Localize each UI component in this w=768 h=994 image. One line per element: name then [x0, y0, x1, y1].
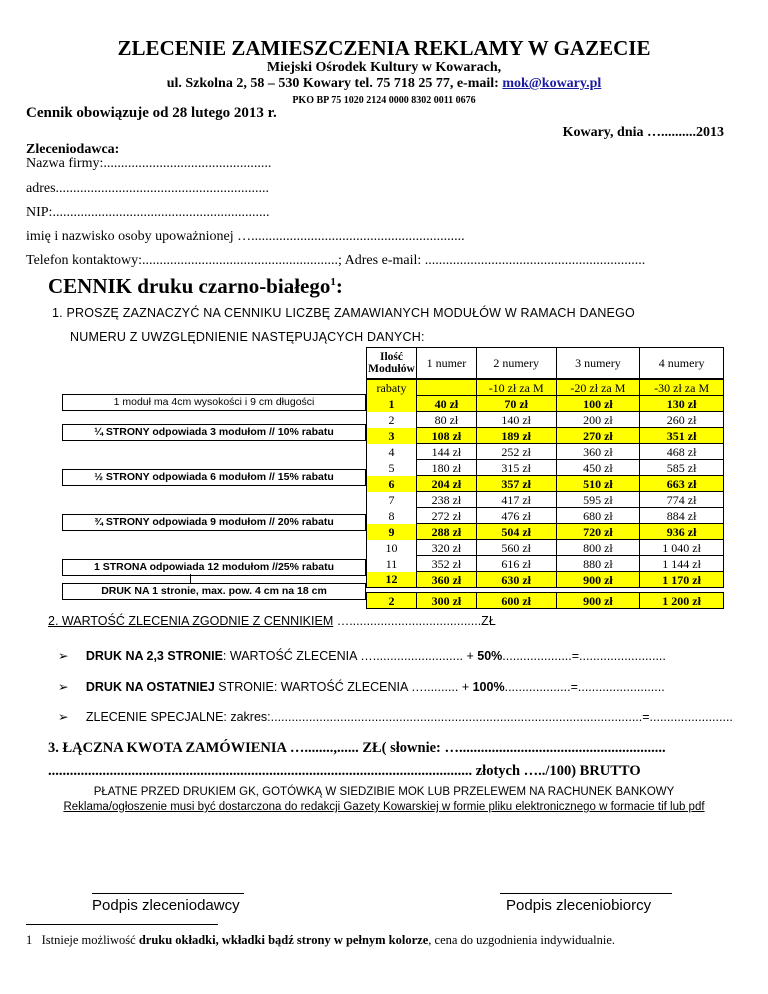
rabaty-2: -10 zł za M — [476, 379, 556, 396]
price-cell[interactable]: 504 zł — [476, 524, 556, 540]
price-cell[interactable]: 180 zł — [416, 460, 476, 476]
item2-pct: 100% — [472, 680, 505, 694]
price-cell[interactable]: 1 040 zł — [640, 540, 724, 556]
arrow-bullet-icon: ➢ — [58, 710, 69, 724]
cennik-heading-text: CENNIK druku czarno-białego — [48, 274, 331, 298]
section2-title — [48, 614, 496, 628]
bank-account: PKO BP 75 1020 2124 0000 8302 0011 0676 — [292, 95, 476, 106]
module-count-cell[interactable]: 1 — [367, 396, 417, 412]
header-2-numbers: 2 numery — [476, 348, 556, 380]
last-row — [367, 593, 724, 609]
header-row — [367, 348, 724, 380]
price-cell[interactable]: 130 zł — [640, 396, 724, 412]
footnote — [26, 933, 615, 948]
price-cell[interactable]: 204 zł — [416, 476, 476, 492]
person-field[interactable]: imię i nazwisko osoby upoważnionej …............................................................. — [26, 229, 465, 244]
price-cell[interactable]: 774 zł — [640, 492, 724, 508]
price-cell[interactable]: 360 zł — [556, 444, 640, 460]
address-text: ul. Szkolna 2, 58 – 530 Kowary tel. 75 718 25 77, e-mail: — [166, 76, 503, 91]
price-cell[interactable]: 450 zł — [556, 460, 640, 476]
footnote-num: 1 — [26, 933, 33, 947]
price-row — [367, 556, 724, 572]
price-cell[interactable]: 936 zł — [640, 524, 724, 540]
last-row-4: 1 200 zł — [640, 593, 724, 609]
price-cell[interactable]: 352 zł — [416, 556, 476, 572]
header-1-number: 1 numer — [416, 348, 476, 380]
price-cell[interactable]: 616 zł — [476, 556, 556, 572]
last-row-modules: 2 — [367, 593, 417, 609]
price-cell[interactable]: 510 zł — [556, 476, 640, 492]
label-full-page: 1 STRONA odpowiada 12 modułom //25% rabatu — [62, 559, 366, 576]
module-count-cell[interactable]: 9 — [367, 524, 417, 540]
module-count-cell[interactable]: 3 — [367, 428, 417, 444]
footnote-ref: 1 — [330, 276, 336, 288]
label-one-module: 1 moduł ma 4cm wysokości i 9 cm długości — [62, 394, 366, 411]
price-row — [367, 524, 724, 540]
price-cell[interactable]: 1 170 zł — [640, 572, 724, 588]
divider-tick — [190, 574, 191, 583]
price-cell[interactable]: 476 zł — [476, 508, 556, 524]
rabaty-4: -30 zł za M — [640, 379, 724, 396]
item2-bold: DRUK NA OSTATNIEJ — [85, 680, 215, 694]
nip-field[interactable]: NIP:.............................................................. — [26, 205, 270, 220]
price-row — [367, 492, 724, 508]
price-cell[interactable]: 560 zł — [476, 540, 556, 556]
price-cell[interactable]: 270 zł — [556, 428, 640, 444]
header-3-numbers: 3 numery — [556, 348, 640, 380]
last-row-3: 900 zł — [556, 593, 640, 609]
format-note: Reklama/ogłoszenie musi być dostarczona do redakcji Gazety Kowarskiej w formie pliku elektronicznego w formacie tif lub pdf — [63, 801, 705, 813]
instruction-line-2: NUMERU Z UWZGLĘDNIENIE NASTĘPUJĄCYCH DANYCH: — [70, 330, 425, 344]
company-field[interactable]: Nazwa firmy:................................................ — [26, 156, 272, 171]
module-count-cell[interactable]: 4 — [367, 444, 417, 460]
arrow-bullet-icon: ➢ — [58, 649, 69, 663]
signature-line-left — [92, 893, 244, 894]
price-cell[interactable]: 108 zł — [416, 428, 476, 444]
date-line: Kowary, dnia …..........2013 — [562, 125, 724, 140]
price-cell[interactable]: 595 zł — [556, 492, 640, 508]
section2-item-1[interactable] — [58, 648, 666, 663]
module-count-cell[interactable]: 10 — [367, 540, 417, 556]
section2-title-text: 2. WARTOŚĆ ZLECENIA ZGODNIE Z CENNIKIEM — [48, 614, 334, 628]
cennik-colon: : — [335, 274, 343, 298]
price-cell[interactable]: 1 144 zł — [640, 556, 724, 572]
module-count-cell[interactable]: 8 — [367, 508, 417, 524]
price-cell[interactable]: 720 zł — [556, 524, 640, 540]
price-cell[interactable]: 315 zł — [476, 460, 556, 476]
cennik-heading — [48, 274, 343, 299]
arrow-bullet-icon: ➢ — [58, 680, 69, 694]
label-three-quarter-page: ¾ STRONY odpowiada 9 modułom // 20% rabatu — [62, 514, 366, 531]
pricelist-valid: Cennik obowiązuje od 28 lutego 2013 r. — [26, 105, 277, 121]
item1-tail: ....................=......................... — [502, 649, 666, 663]
price-cell[interactable]: 357 zł — [476, 476, 556, 492]
signature-left: Podpis zleceniodawcy — [92, 897, 240, 914]
module-count-cell[interactable]: 7 — [367, 492, 417, 508]
contact-field[interactable]: Telefon kontaktowy:........................................................; Adres e-mail: ............................................................... — [26, 253, 646, 268]
price-row — [367, 508, 724, 524]
client-heading: Zleceniodawca: — [26, 142, 120, 157]
price-cell[interactable]: 630 zł — [476, 572, 556, 588]
price-cell[interactable]: 80 zł — [416, 412, 476, 428]
price-cell[interactable]: 40 zł — [416, 396, 476, 412]
price-cell[interactable]: 800 zł — [556, 540, 640, 556]
price-cell[interactable]: 417 zł — [476, 492, 556, 508]
price-cell[interactable]: 272 zł — [416, 508, 476, 524]
footnote-bold: druku okładki, wkładki bądź strony w pełnym kolorze — [138, 933, 429, 947]
signature-line-right — [500, 893, 672, 894]
section2-item-2[interactable] — [58, 679, 665, 694]
last-row-1: 300 zł — [416, 593, 476, 609]
rabaty-row — [367, 379, 724, 396]
price-cell[interactable]: 351 zł — [640, 428, 724, 444]
header-modules: Ilość Modułów — [367, 348, 417, 380]
instruction-line-1: 1. PROSZĘ ZAZNACZYĆ NA CENNIKU LICZBĘ ZAMAWIANYCH MODUŁÓW W RAMACH DANEGO — [52, 306, 635, 320]
price-cell[interactable]: 144 zł — [416, 444, 476, 460]
price-row — [367, 444, 724, 460]
item1-pct: 50% — [477, 649, 503, 663]
section3-line-1[interactable]: 3. ŁĄCZNA KWOTA ZAMÓWIENIA …........,...... ZŁ( słownie: …......................................................... — [48, 740, 666, 756]
rabaty-label: rabaty — [367, 379, 417, 396]
label-one-page-print: DRUK NA 1 stronie, max. pow. 4 cm na 18 cm — [62, 583, 366, 600]
item3-rest: ZLECENIE SPECJALNE: zakres:...........................................................................................................=........................ — [85, 710, 733, 724]
address-field[interactable]: adres............................................................. — [26, 181, 270, 196]
item2-rest: STRONIE: WARTOŚĆ ZLECENIA ….......... + — [214, 680, 473, 694]
footnote-separator — [26, 924, 218, 925]
module-count-cell[interactable]: 2 — [367, 412, 417, 428]
price-row — [367, 460, 724, 476]
price-table — [366, 347, 724, 609]
price-cell[interactable]: 288 zł — [416, 524, 476, 540]
price-cell[interactable]: 880 zł — [556, 556, 640, 572]
price-row — [367, 412, 724, 428]
price-cell[interactable]: 680 zł — [556, 508, 640, 524]
price-row — [367, 396, 724, 412]
price-cell[interactable]: 238 zł — [416, 492, 476, 508]
price-cell[interactable]: 260 zł — [640, 412, 724, 428]
price-cell[interactable]: 100 zł — [556, 396, 640, 412]
module-count-cell[interactable]: 5 — [367, 460, 417, 476]
price-cell[interactable]: 189 zł — [476, 428, 556, 444]
price-cell[interactable]: 320 zł — [416, 540, 476, 556]
rabaty-1 — [416, 379, 476, 396]
price-cell[interactable]: 884 zł — [640, 508, 724, 524]
signature-right: Podpis zleceniobiorcy — [506, 897, 652, 914]
email-link[interactable]: mok@kowary.pl — [502, 76, 602, 91]
price-row — [367, 540, 724, 556]
footnote-pre: Istnieje możliwość — [41, 933, 139, 947]
organization-address — [0, 76, 768, 92]
module-count-cell[interactable]: 12 — [367, 572, 417, 588]
header-4-numbers: 4 numery — [640, 348, 724, 380]
price-cell[interactable]: 468 zł — [640, 444, 724, 460]
section3-line-2[interactable]: ..................................................................................................................... złotych …../100) BRUTTO — [48, 763, 641, 779]
price-cell[interactable]: 360 zł — [416, 572, 476, 588]
payment-note: PŁATNE PRZED DRUKIEM GK, GOTÓWKĄ W SIEDZIBIE MOK LUB PRZELEWEM NA RACHUNEK BANKOWY — [93, 786, 675, 798]
module-count-cell[interactable]: 6 — [367, 476, 417, 492]
section2-item-3[interactable] — [58, 709, 733, 724]
item1-rest: : WARTOŚĆ ZLECENIA ….......................... + — [222, 649, 478, 663]
organization-name: Miejski Ośrodek Kultury w Kowarach, — [266, 60, 502, 75]
footnote-post: , cena do uzgodnienia indywidualnie. — [428, 933, 616, 947]
module-count-cell[interactable]: 11 — [367, 556, 417, 572]
price-row — [367, 476, 724, 492]
price-cell[interactable]: 70 zł — [476, 396, 556, 412]
price-cell[interactable]: 140 zł — [476, 412, 556, 428]
item1-bold: DRUK NA 2,3 STRONIE — [85, 649, 223, 663]
item2-tail: ...................=......................... — [504, 680, 665, 694]
price-cell[interactable]: 585 zł — [640, 460, 724, 476]
section2-title-suffix[interactable]: …......................................ZŁ — [333, 614, 496, 628]
price-cell[interactable]: 200 zł — [556, 412, 640, 428]
label-half-page: ½ STRONY odpowiada 6 modułom // 15% rabatu — [62, 469, 366, 486]
price-cell[interactable]: 663 zł — [640, 476, 724, 492]
price-cell[interactable]: 252 zł — [476, 444, 556, 460]
rabaty-3: -20 zł za M — [556, 379, 640, 396]
price-row — [367, 428, 724, 444]
price-cell[interactable]: 900 zł — [556, 572, 640, 588]
page-title: ZLECENIE ZAMIESZCZENIA REKLAMY W GAZECIE — [117, 36, 651, 60]
label-quarter-page: ¼ STRONY odpowiada 3 modułom // 10% rabatu — [62, 424, 366, 441]
last-row-2: 600 zł — [476, 593, 556, 609]
price-row — [367, 572, 724, 588]
